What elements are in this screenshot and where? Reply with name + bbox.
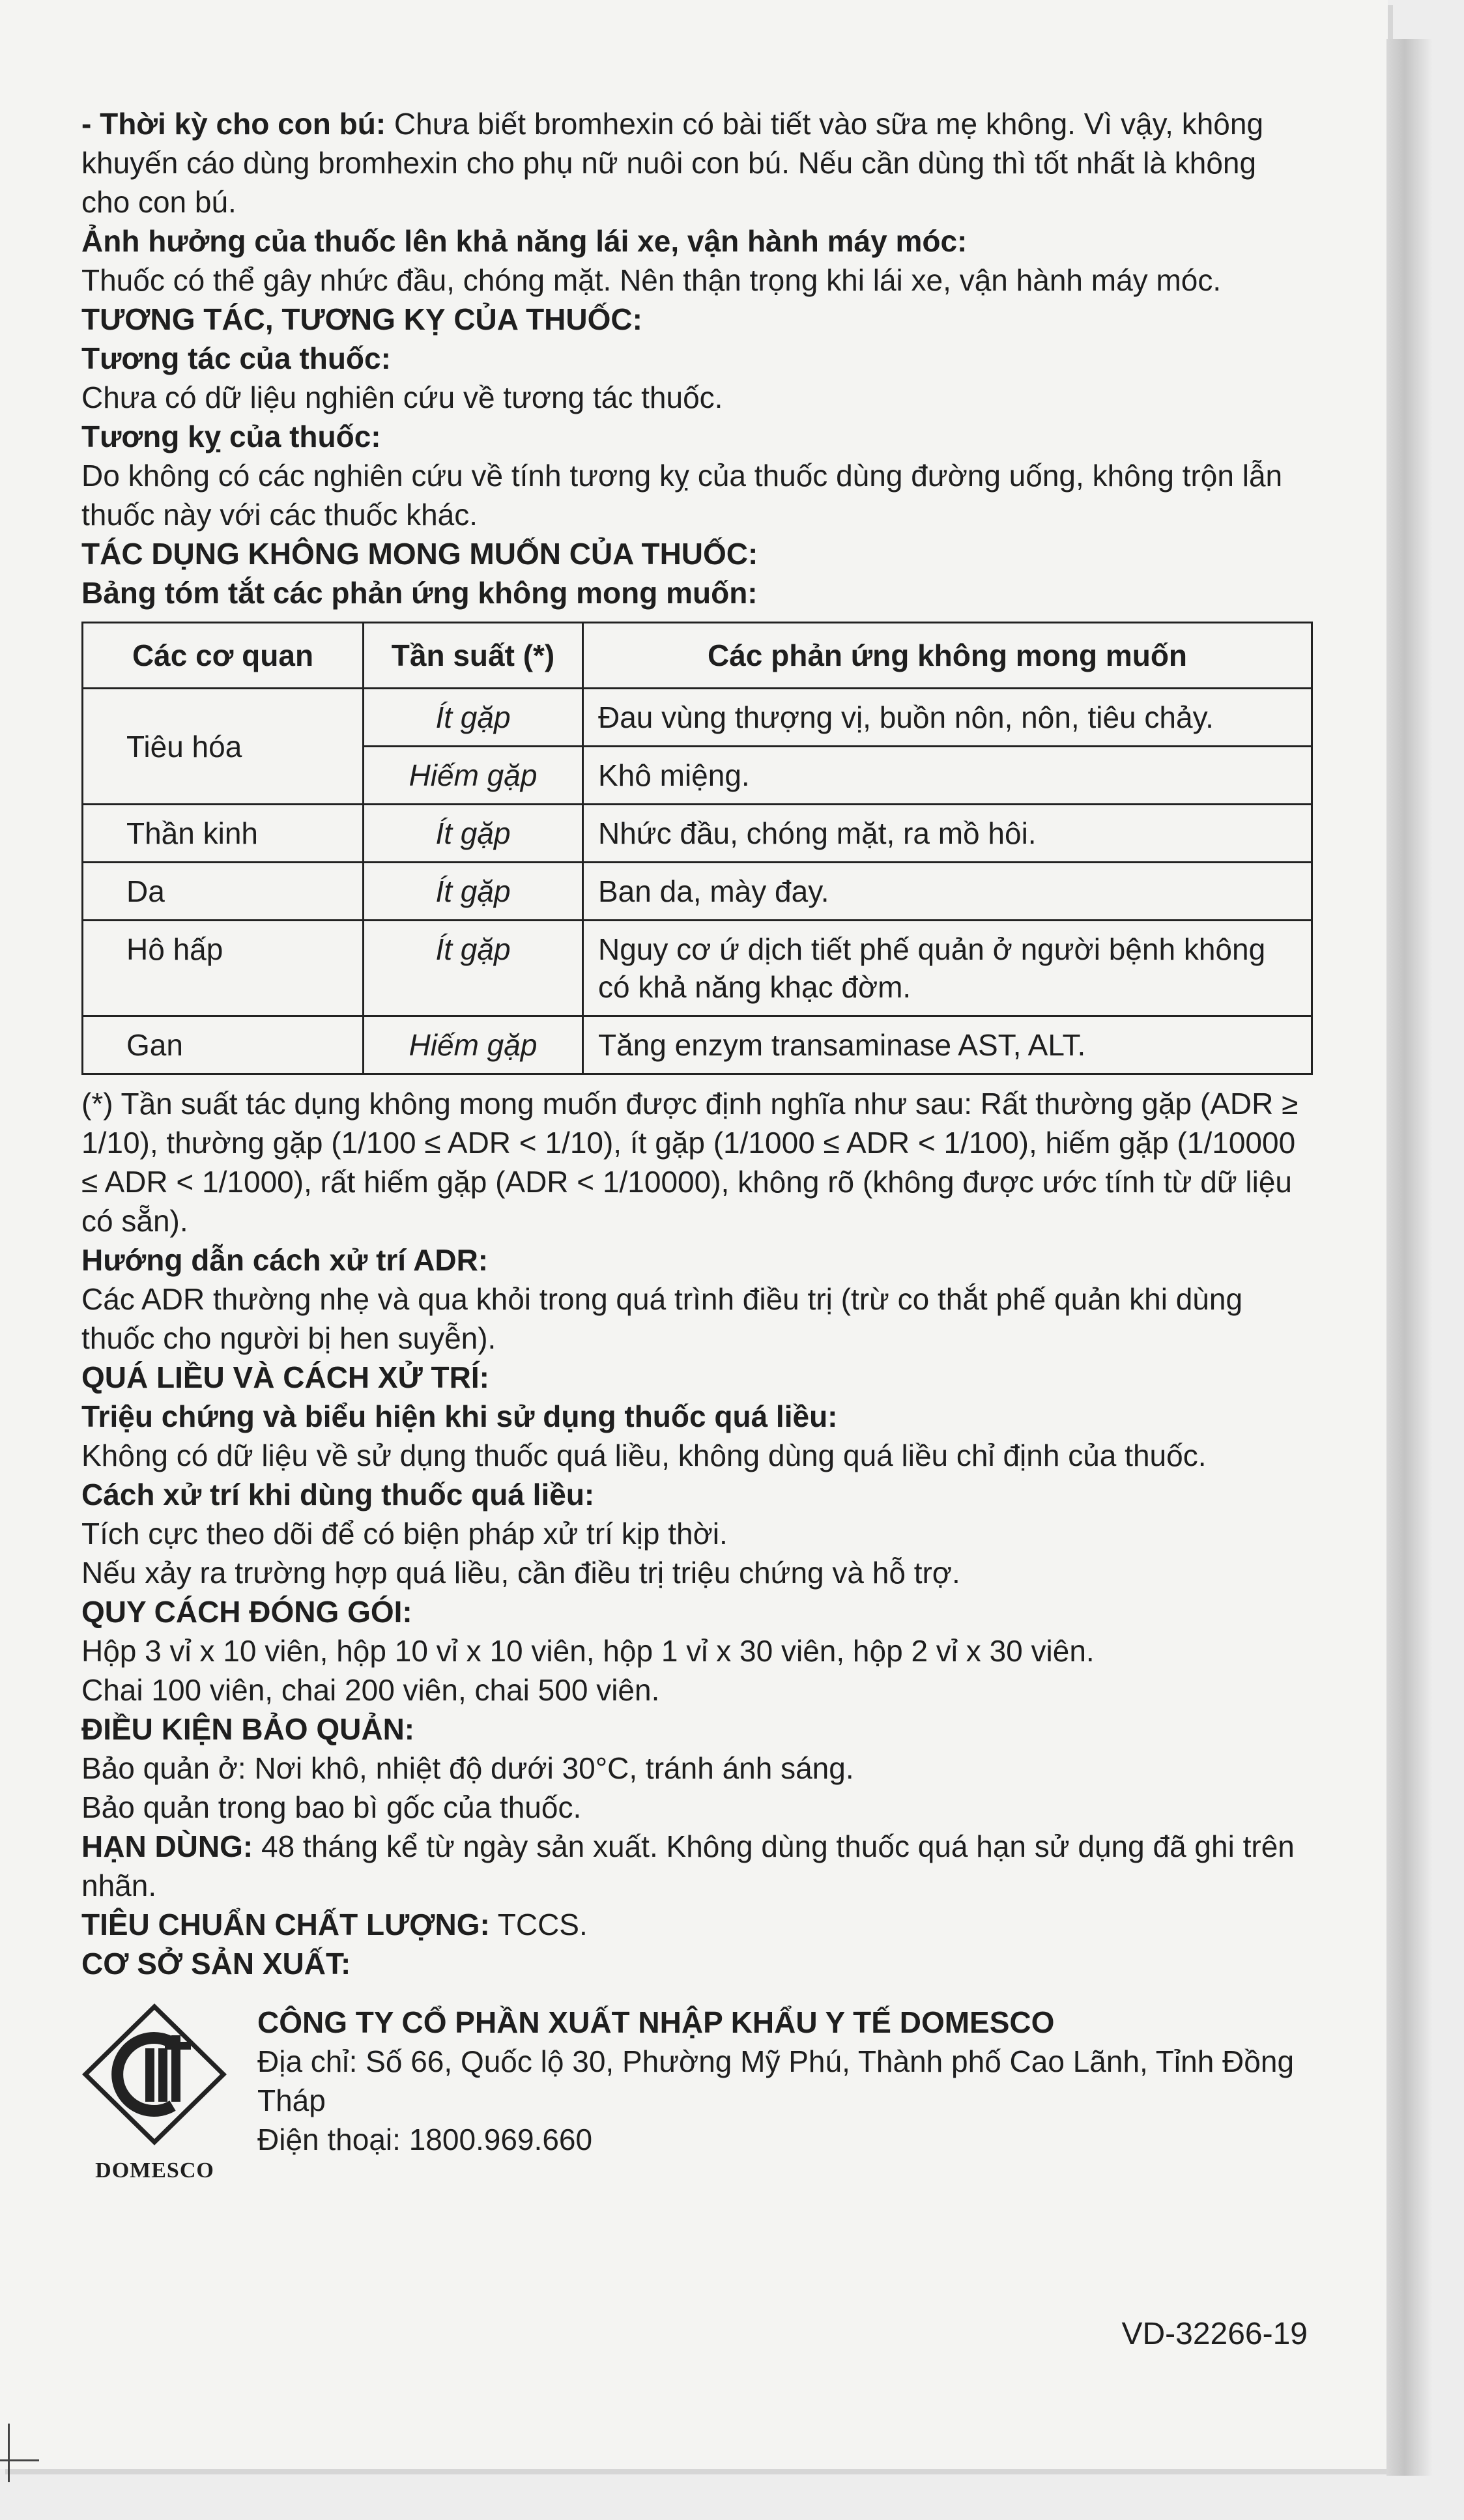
header-frequency: Tần suất (*) bbox=[364, 623, 583, 689]
organ-cell: Tiêu hóa bbox=[83, 689, 364, 805]
frequency-cell: Ít gặp bbox=[364, 689, 583, 747]
reaction-cell: Đau vùng thượng vị, buồn nôn, nôn, tiêu chảy. bbox=[583, 689, 1312, 747]
quality-text: TCCS. bbox=[489, 1908, 588, 1941]
organ-cell: Thần kinh bbox=[83, 805, 364, 863]
organ-cell: Da bbox=[83, 863, 364, 921]
company-address: Địa chỉ: Số 66, Quốc lộ 30, Phường Mỹ Phú, Thành phố Cao Lãnh, Tỉnh Đồng Tháp bbox=[257, 2044, 1295, 2117]
crop-mark-vertical bbox=[8, 2424, 10, 2482]
expiry-paragraph bbox=[81, 1827, 1313, 1905]
leaflet-content bbox=[81, 104, 1313, 2183]
domesco-logo-icon bbox=[81, 2003, 228, 2146]
overdose-treatment-title: Cách xử trí khi dùng thuốc quá liều: bbox=[81, 1478, 595, 1511]
organ-cell: Hô hấp bbox=[83, 921, 364, 1016]
company-phone: Điện thoại: 1800.969.660 bbox=[257, 2123, 593, 2156]
expiry-text: 48 tháng kể từ ngày sản xuất. Không dùng thuốc quá hạn sử dụng đã ghi trên nhãn. bbox=[81, 1829, 1295, 1902]
interaction-title: Tương tác của thuốc: bbox=[81, 341, 391, 375]
reaction-cell: Ban da, mày đay. bbox=[583, 863, 1312, 921]
adverse-table-wrapper bbox=[81, 622, 1313, 1075]
manufacturer-block bbox=[81, 2003, 1313, 2183]
adverse-table-title: Bảng tóm tắt các phản ứng không mong muốn: bbox=[81, 576, 758, 610]
storage-line2: Bảo quản trong bao bì gốc của thuốc. bbox=[81, 1790, 582, 1824]
breastfeeding-text: Chưa biết bromhexin có bài tiết vào sữa mẹ không. Vì vậy, không khuyến cáo dùng bromhexin cho phụ nữ nuôi con bú. Nếu cần dùng thì tốt nhất là không cho con bú. bbox=[81, 107, 1264, 219]
company-details bbox=[257, 2003, 1319, 2159]
storage-heading: ĐIỀU KIỆN BẢO QUẢN: bbox=[81, 1712, 415, 1746]
quality-paragraph bbox=[81, 1905, 1313, 1944]
frequency-cell: Ít gặp bbox=[364, 921, 583, 1016]
reaction-cell: Tăng enzym transaminase AST, ALT. bbox=[583, 1016, 1312, 1074]
logo-caption: DOMESCO bbox=[95, 2158, 214, 2183]
packaging-line2: Chai 100 viên, chai 200 viên, chai 500 viên. bbox=[81, 1673, 660, 1707]
frequency-cell: Hiếm gặp bbox=[364, 747, 583, 805]
interaction-text: Chưa có dữ liệu nghiên cứu về tương tác thuốc. bbox=[81, 380, 723, 414]
adr-text: Các ADR thường nhẹ và qua khỏi trong quá trình điều trị (trừ co thắt phế quản khi dùng thuốc cho người bị hen suyễn). bbox=[81, 1282, 1243, 1355]
adverse-heading: TÁC DỤNG KHÔNG MONG MUỐN CỦA THUỐC: bbox=[81, 537, 758, 571]
table-row bbox=[83, 863, 1312, 921]
overdose-treatment-line2: Nếu xảy ra trường hợp quá liều, cần điều trị triệu chứng và hỗ trợ. bbox=[81, 1556, 960, 1590]
overdose-symptoms-title: Triệu chứng và biểu hiện khi sử dụng thuốc quá liều: bbox=[81, 1399, 838, 1433]
incompat-text: Do không có các nghiên cứu về tính tương kỵ của thuốc dùng đường uống, không trộn lẫn thuốc này với các thuốc khác. bbox=[81, 459, 1283, 532]
frequency-cell: Ít gặp bbox=[364, 863, 583, 921]
overdose-symptoms-text: Không có dữ liệu về sử dụng thuốc quá liều, không dùng quá liều chỉ định của thuốc. bbox=[81, 1439, 1207, 1472]
registration-code: VD-32266-19 bbox=[1121, 2317, 1308, 2351]
packaging-line1: Hộp 3 vỉ x 10 viên, hộp 10 vỉ x 10 viên, hộp 1 vỉ x 30 viên, hộp 2 vỉ x 30 viên. bbox=[81, 1634, 1095, 1668]
driving-text: Thuốc có thể gây nhức đầu, chóng mặt. Nên thận trọng khi lái xe, vận hành máy móc. bbox=[81, 263, 1222, 297]
adr-title: Hướng dẫn cách xử trí ADR: bbox=[81, 1243, 489, 1277]
breastfeeding-label: - Thời kỳ cho con bú: bbox=[81, 107, 386, 141]
table-header-row bbox=[83, 623, 1312, 689]
manufacturer-heading: CƠ SỞ SẢN XUẤT: bbox=[81, 1947, 351, 1981]
header-organ: Các cơ quan bbox=[83, 623, 364, 689]
crop-mark-horizontal bbox=[0, 2459, 39, 2461]
header-reactions: Các phản ứng không mong muốn bbox=[583, 623, 1312, 689]
reaction-cell: Nguy cơ ứ dịch tiết phế quản ở người bệnh không có khả năng khạc đờm. bbox=[583, 921, 1312, 1016]
adverse-reactions-table bbox=[81, 622, 1313, 1075]
incompat-title: Tương kỵ của thuốc: bbox=[81, 420, 381, 453]
packaging-heading: QUY CÁCH ĐÓNG GÓI: bbox=[81, 1595, 412, 1629]
reaction-cell: Nhức đầu, chóng mặt, ra mồ hôi. bbox=[583, 805, 1312, 863]
overdose-heading: QUÁ LIỀU VÀ CÁCH XỬ TRÍ: bbox=[81, 1360, 489, 1394]
table-row bbox=[83, 921, 1312, 1016]
driving-title: Ảnh hưởng của thuốc lên khả năng lái xe, vận hành máy móc: bbox=[81, 224, 968, 258]
breastfeeding-paragraph bbox=[81, 104, 1313, 222]
company-name: CÔNG TY CỔ PHẦN XUẤT NHẬP KHẨU Y TẾ DOMESCO bbox=[257, 2005, 1055, 2039]
table-row bbox=[83, 1016, 1312, 1074]
frequency-cell: Ít gặp bbox=[364, 805, 583, 863]
expiry-label: HẠN DÙNG: bbox=[81, 1829, 253, 1863]
overdose-treatment-line1: Tích cực theo dõi để có biện pháp xử trí kịp thời. bbox=[81, 1517, 728, 1551]
organ-cell: Gan bbox=[83, 1016, 364, 1074]
frequency-cell: Hiếm gặp bbox=[364, 1016, 583, 1074]
frequency-footnote: (*) Tần suất tác dụng không mong muốn được định nghĩa như sau: Rất thường gặp (ADR ≥ 1/10), thường gặp (1/100 ≤ ADR < 1/10), ít gặp (1/1000 ≤ ADR < 1/100), hiếm gặp (1/10000 ≤ ADR < 1/1000), rất hiếm gặp (ADR < 1/10000), không rõ (không được ước tính từ dữ liệu có sẵn). bbox=[81, 1087, 1299, 1238]
table-row bbox=[83, 805, 1312, 863]
storage-line1: Bảo quản ở: Nơi khô, nhiệt độ dưới 30°C, tránh ánh sáng. bbox=[81, 1751, 854, 1785]
quality-label: TIÊU CHUẨN CHẤT LƯỢNG: bbox=[81, 1908, 490, 1941]
reaction-cell: Khô miệng. bbox=[583, 747, 1312, 805]
table-row bbox=[83, 689, 1312, 747]
interactions-heading: TƯƠNG TÁC, TƯƠNG KỴ CỦA THUỐC: bbox=[81, 302, 642, 336]
paper-edge-shadow bbox=[1386, 39, 1432, 2476]
